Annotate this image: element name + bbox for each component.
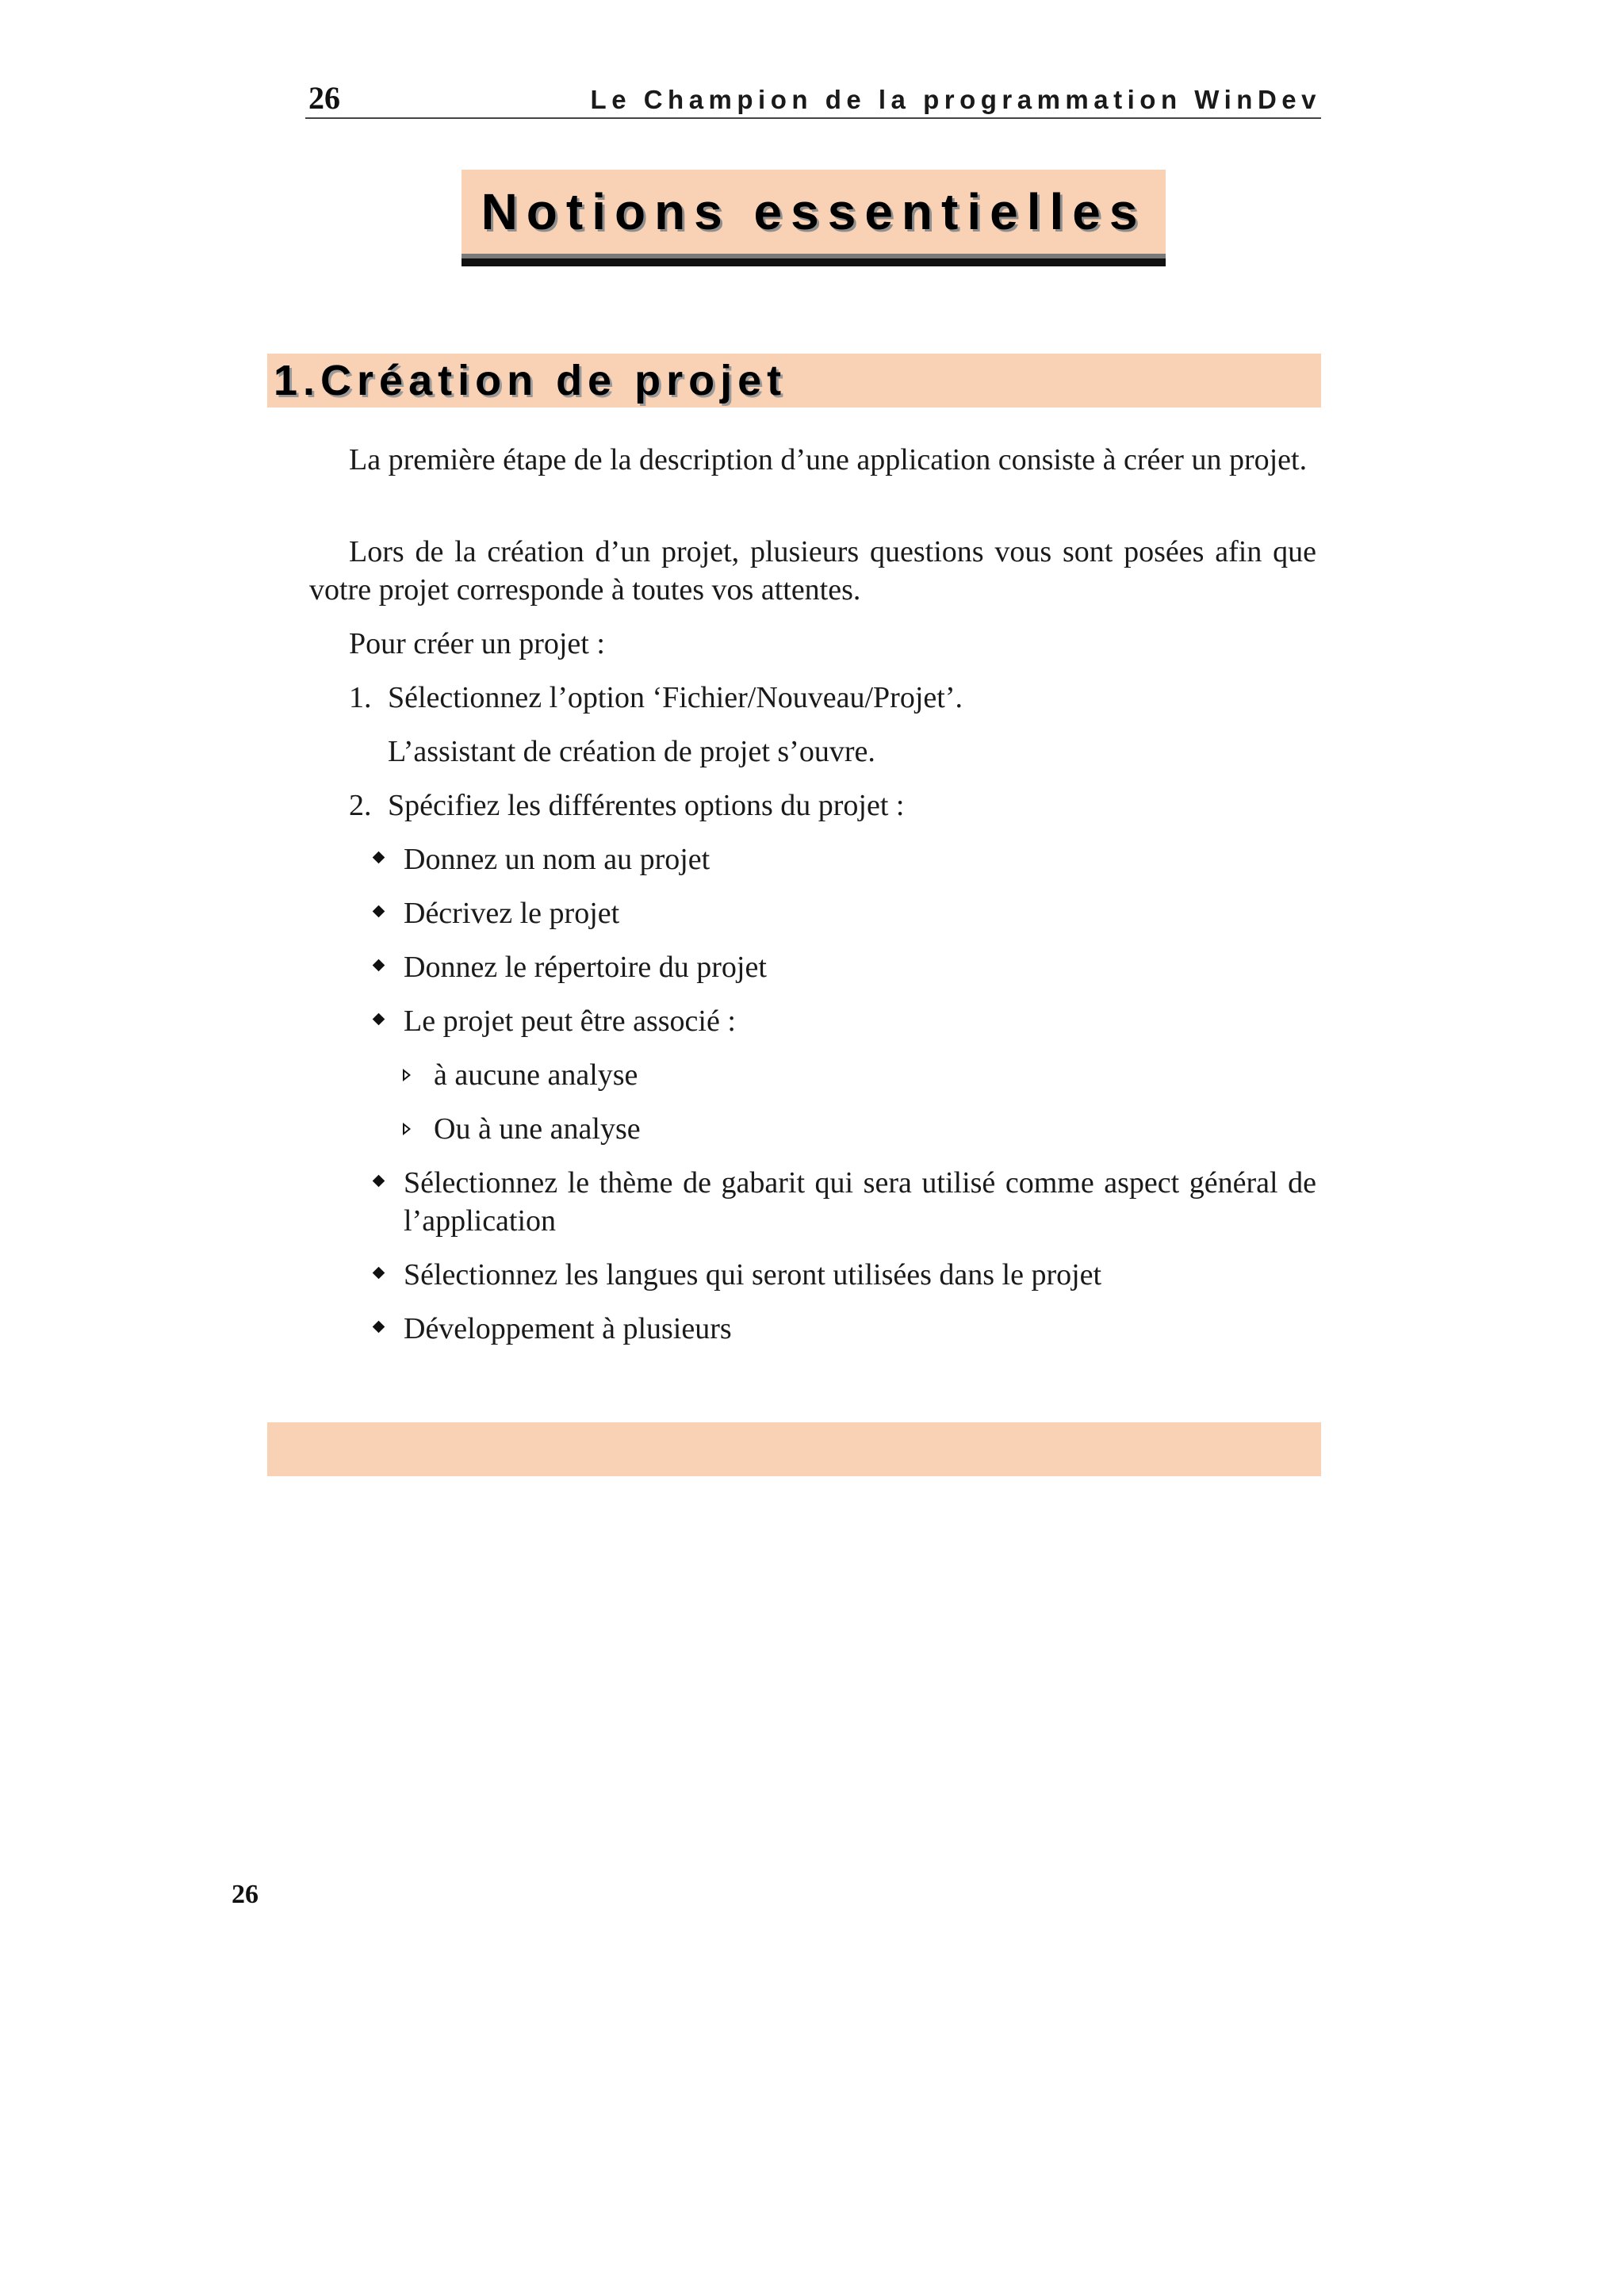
paragraph-2: Lors de la création d’un projet, plusieurs questions vous sont posées afin que votre projet corresponde à toutes vos attentes. xyxy=(309,535,1316,607)
paragraph-1: La première étape de la description d’une application consiste à créer un projet. xyxy=(349,443,1308,476)
footer-page-number: 26 xyxy=(232,1880,259,1909)
bullet-item: Développement à plusieurs xyxy=(404,1312,732,1345)
running-title: Le Champion de la programmation WinDev xyxy=(590,85,1321,114)
step-2-text: Spécifiez les différentes options du projet : xyxy=(388,789,905,822)
step-1-number: 1. xyxy=(349,681,372,714)
bullet-item: Donnez un nom au projet xyxy=(404,843,710,876)
bullet-diamond-icon xyxy=(373,851,385,864)
bullet-item: Sélectionnez les langues qui seront utilisées dans le projet xyxy=(404,1258,1102,1292)
banner-rule-black xyxy=(462,258,1166,266)
step-1-text: Sélectionnez l’option ‘Fichier/Nouveau/Projet’. xyxy=(388,681,963,714)
step-2-number: 2. xyxy=(349,789,372,822)
section-title: 1.Création de projet xyxy=(274,357,787,404)
bullet-diamond-icon xyxy=(373,959,385,972)
paragraph-3: Pour créer un projet : xyxy=(349,627,605,660)
bullet-diamond-icon xyxy=(373,1175,385,1188)
step-1-note: L’assistant de création de projet s’ouvre. xyxy=(388,735,875,768)
sub-bullet-item: Ou à une analyse xyxy=(434,1112,641,1146)
chapter-title: Notions essentielles xyxy=(481,183,1147,240)
bullet-item: Décrivez le projet xyxy=(404,897,620,930)
bullet-item: Le projet peut être associé : xyxy=(404,1004,736,1038)
sub-bullet-item: à aucune analyse xyxy=(434,1058,638,1092)
bullet-triangle-icon xyxy=(403,1123,411,1135)
bullet-triangle-icon xyxy=(403,1069,411,1081)
bullet-diamond-icon xyxy=(373,1321,385,1334)
bullet-diamond-icon xyxy=(373,1013,385,1026)
header-page-number: 26 xyxy=(308,80,340,116)
header-rule xyxy=(305,117,1321,119)
bullet-item: Donnez le répertoire du projet xyxy=(404,951,767,984)
bullet-item: Sélectionnez le thème de gabarit qui sera utilisé comme aspect général de l’application xyxy=(404,1166,1316,1238)
bullet-diamond-icon xyxy=(373,1267,385,1280)
bottom-band xyxy=(267,1422,1321,1476)
bullet-diamond-icon xyxy=(373,905,385,918)
